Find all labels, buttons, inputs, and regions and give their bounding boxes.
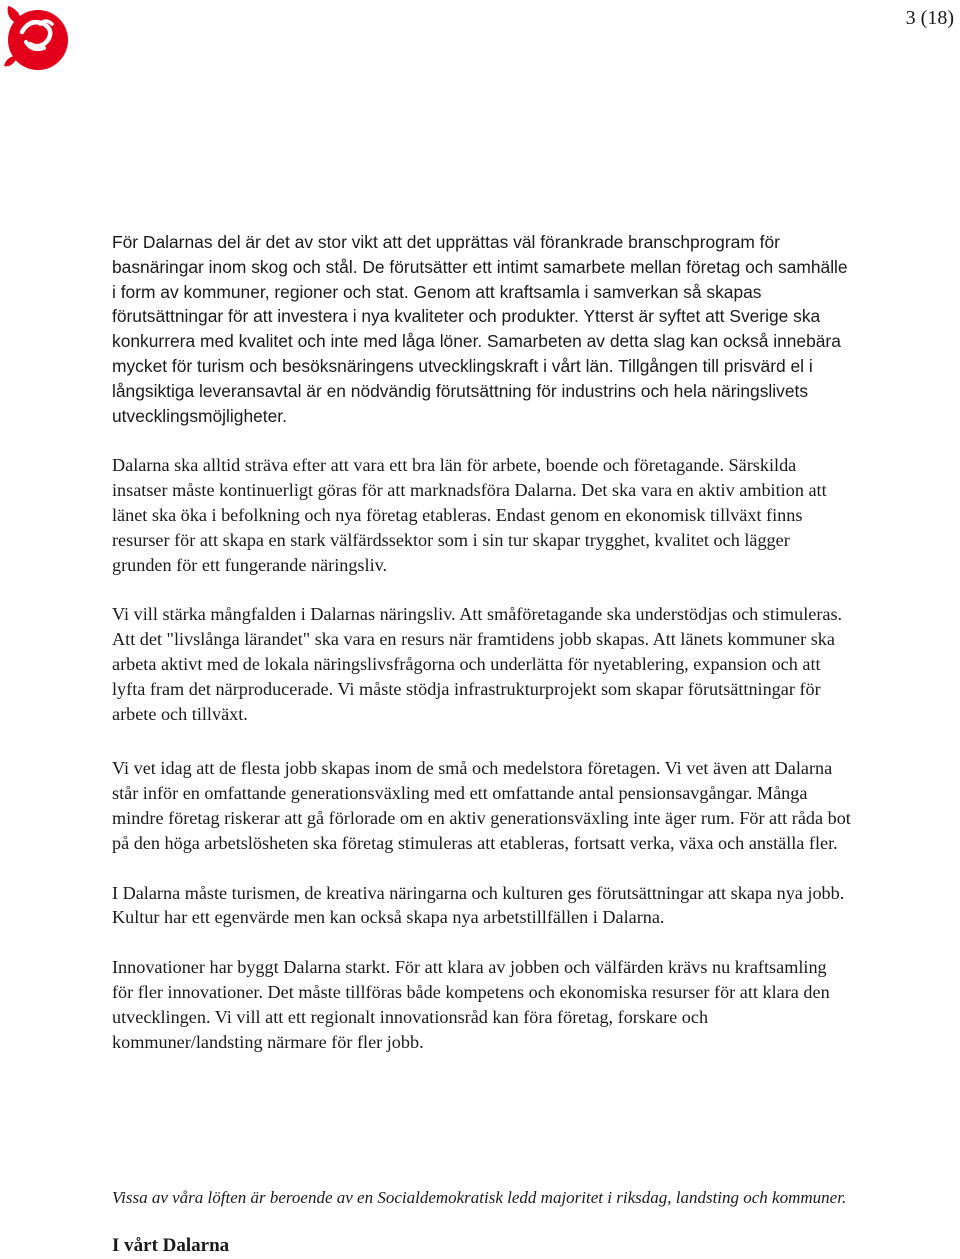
section-heading: I vårt Dalarna xyxy=(112,1235,230,1256)
paragraph-smaforetag: Vi vet idag att de flesta jobb skapas inom de små och medelstora företagen. Vi vet även att Dalarna står inför en omfattande generationsväxling med ett omfattande antal pensionsavgångar. Många mindre företag riskerar att gå förlorade om en aktiv generationsväxling inte äger rum. För att råda bot på den höga arbetslösheten ska företag stimuleras att etableras, fortsatt verka, växa och anställa fler. xyxy=(112,758,851,853)
footnote: Vissa av våra löften är beroende av en Socialdemokratisk ledd majoritet i riksdag, landsting och kommuner. xyxy=(112,1188,847,1207)
paragraph-innovationer: Innovationer har byggt Dalarna starkt. För att klara av jobben och välfärden krävs nu kraftsamling för fler innovationer. Det måste tillföras både kompetens och ekonomiska resurser för att klara den utvecklingen. Vi vill att ett regionalt innovationsråd kan föra företag, forskare och kommuner/landsting närmare för fler jobb. xyxy=(112,957,830,1052)
body-text xyxy=(112,230,852,1079)
rose-logo-icon xyxy=(2,2,70,72)
paragraph-mangfald: Vi vill stärka mångfalden i Dalarnas näringsliv. Att småföretagande ska understödjas och stimuleras. Att det "livslånga lärandet" ska vara en resurs när framtidens jobb skapas. Att länets kommuner ska arbeta aktivt med de lokala näringslivsfrågorna och underlätta för nyetablering, expansion och att lyfta fram det närproducerade. Vi måste stödja infrastrukturprojekt som skapar förutsättningar för arbete och tillväxt. xyxy=(112,604,843,724)
paragraph-turism-kultur: I Dalarna måste turismen, de kreativa näringarna och kulturen ges förutsättningar att skapa nya jobb. Kultur har ett egenvärde men kan också skapa nya arbetstillfällen i Dalarna. xyxy=(112,882,845,928)
paragraph-attraktivt-lan: Dalarna ska alltid sträva efter att vara ett bra län för arbete, boende och företagande. Särskilda insatser måste kontinuerligt göras för att marknadsföra Dalarna. Det ska vara en aktiv ambition att länet ska öka i befolkning och nya företag etableras. Endast genom en ekonomisk tillväxt finns resurser för att skapa en stark välfärdssektor som i sin tur skapar trygghet, kvalitet och lägger grunden för ett fungerande näringsliv. xyxy=(112,455,827,575)
paragraph-branschprogram: För Dalarnas del är det av stor vikt att det upprättas väl förankrade branschprogram för basnäringar inom skog och stål. De förutsätter ett intimt samarbete mellan företag och samhälle i form av kommuner, regioner och stat. Genom att kraftsamla i samverkan så skapas förutsättningar för att investera i nya kvaliteter och produkter. Ytterst är syftet att Sverige ska konkurrera med kvalitet och inte med låga löner. Samarbeten av detta slag kan också innebära mycket för turism och besöksnäringens utvecklingskraft i vårt län. Tillgången till prisvärd el i långsiktiga leveransavtal är en nödvändig förutsättning för industrins och hela näringslivets utvecklingsmöjligheter. xyxy=(112,232,848,426)
page-number: 3 (18) xyxy=(905,7,954,29)
